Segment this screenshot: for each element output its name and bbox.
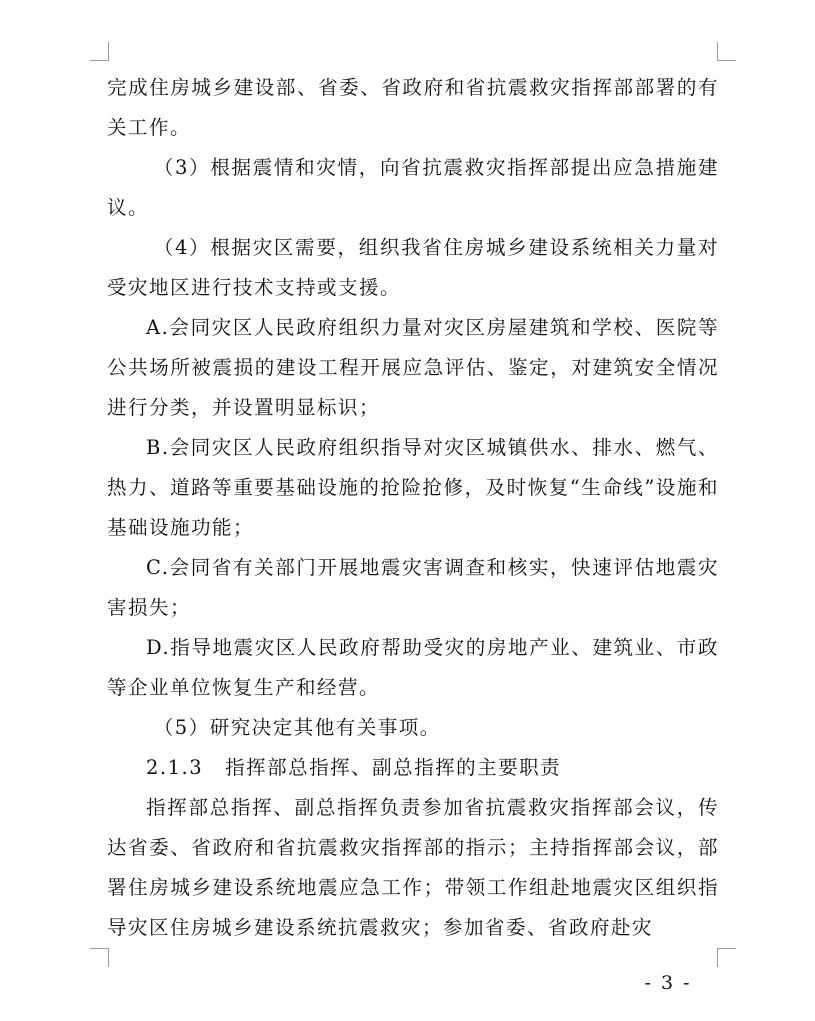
- paragraph-sub-a: A.会同灾区人民政府组织力量对灾区房屋建筑和学校、医院等公共场所被震损的建设工程开展应急评估、鉴定，对建筑安全情况进行分类，并设置明显标识；: [107, 316, 719, 419]
- margin-corner-mark: [717, 948, 736, 967]
- margin-corner-mark: [717, 42, 736, 61]
- page-number: - 3 -: [644, 972, 692, 994]
- paragraph-sub-b: B.会同灾区人民政府组织指导对灾区城镇供水、排水、燃气、热力、道路等重要基础设施的抢险抢修，及时恢复“生命线”设施和基础设施功能；: [107, 436, 719, 539]
- paragraph-sub-c: C.会同省有关部门开展地震灾害调查和核实，快速评估地震灾害损失；: [107, 556, 719, 619]
- paragraph-item-5: （5）研究决定其他有关事项。: [153, 716, 441, 739]
- paragraph-continued: 完成住房城乡建设部、省委、省政府和省抗震救灾指挥部部署的有关工作。: [107, 76, 719, 139]
- margin-corner-mark: [90, 948, 109, 967]
- section-number: 2.1.3: [146, 756, 204, 779]
- paragraph-duties: 指挥部总指挥、副总指挥负责参加省抗震救灾指挥部会议，传达省委、省政府和省抗震救灾指挥部的指示；主持指挥部会议，部署住房城乡建设系统地震应急工作；带领工作组赴地震灾区组织指导灾区住房城乡建设系统抗震救灾；参加省委、省政府赴灾: [107, 796, 719, 939]
- section-title: 指挥部总指挥、副总指挥的主要职责: [225, 756, 562, 779]
- paragraph-item-3: （3）根据震情和灾情，向省抗震救灾指挥部提出应急措施建议。: [107, 156, 719, 219]
- paragraph-item-4: （4）根据灾区需要，组织我省住房城乡建设系统相关力量对受灾地区进行技术支持或支援。: [107, 236, 719, 299]
- paragraph-sub-d: D.指导地震灾区人民政府帮助受灾的房地产业、建筑业、市政等企业单位恢复生产和经营。: [107, 636, 719, 699]
- section-heading: [107, 748, 719, 788]
- document-body: [107, 68, 719, 948]
- margin-corner-mark: [90, 42, 109, 61]
